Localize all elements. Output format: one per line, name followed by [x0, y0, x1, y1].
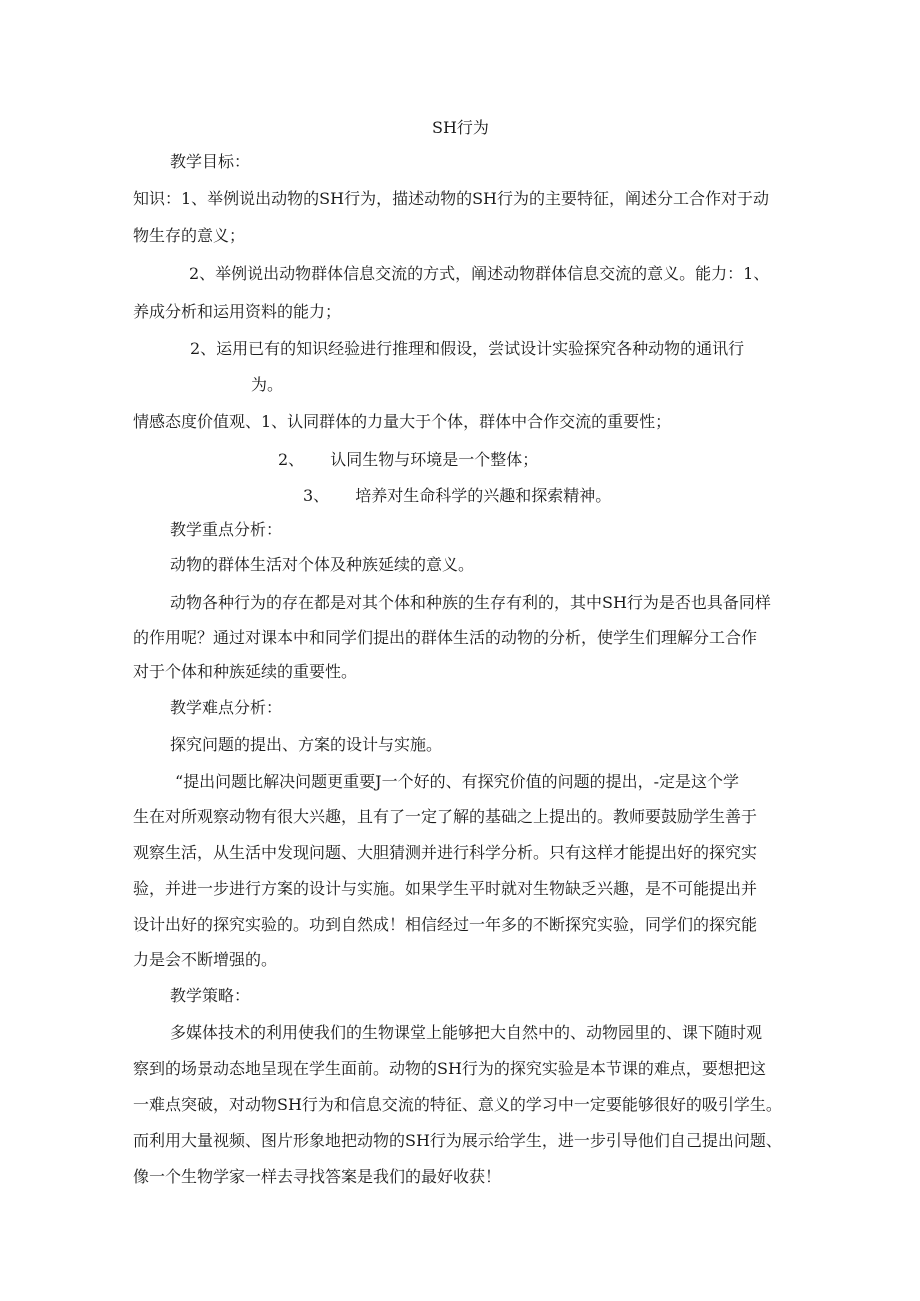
difficulty-line-6: 设计出好的探究实验的。功到自然成！相信经过一年多的不断探究实验，同学们的探究能: [133, 915, 758, 934]
ability-line-1: 2、运用已有的知识经验进行推理和假设，尝试设计实验探究各种动物的通讯行: [190, 339, 745, 358]
emotion-item-3-number: 3、: [303, 486, 330, 505]
difficulty-line-5: 验，并进一步进行方案的设计与实施。如果学生平时就对生物缺乏兴趣，是不可能提出并: [133, 879, 758, 898]
difficulty-line-1: 探究问题的提出、方案的设计与实施。: [170, 735, 443, 754]
difficulty-line-2: “提出问题比解决问题更重要J一个好的、有探究价值的问题的提出，-定是这个学: [175, 772, 740, 791]
heading-teaching-goals: 教学目标：: [170, 152, 251, 171]
key-points-line-4: 对于个体和种族延续的重要性。: [133, 662, 358, 681]
emotion-line-1: 情感态度价值观、1、认同群体的力量大于个体，群体中合作交流的重要性；: [133, 412, 672, 431]
emotion-item-2-number: 2、: [278, 450, 305, 469]
emotion-item-2-text: 认同生物与环境是一个整体；: [330, 450, 539, 469]
heading-strategy: 教学策略：: [170, 986, 251, 1005]
knowledge-line-1: 知识：1、举例说出动物的SH行为，描述动物的SH行为的主要特征，阐述分工合作对于动: [133, 189, 770, 208]
knowledge-line-2: 物生存的意义；: [133, 226, 246, 245]
key-points-line-1: 动物的群体生活对个体及种族延续的意义。: [170, 555, 475, 574]
difficulty-line-7: 力是会不断增强的。: [133, 950, 278, 969]
strategy-line-5: 像一个生物学家一样去寻找答案是我们的最好收获！: [133, 1167, 502, 1186]
emotion-item-3-text: 培养对生命科学的兴趣和探索精神。: [355, 486, 612, 505]
difficulty-line-3: 生在对所观察动物有很大兴趣，且有了一定了解的基础之上提出的。教师要鼓励学生善于: [133, 807, 758, 826]
key-points-line-2: 动物各种行为的存在都是对其个体和种族的生存有利的，其中SH行为是否也具备同样: [170, 593, 771, 612]
emotion-line-2: [278, 450, 538, 470]
key-points-line-3: 的作用呢？通过对课本中和同学们提出的群体生活的动物的分析，使学生们理解分工合作: [133, 628, 758, 647]
knowledge-line-3: 2、举例说出动物群体信息交流的方式，阐述动物群体信息交流的意义。能力：1、: [189, 264, 770, 283]
strategy-line-2: 察到的场景动态地呈现在学生面前。动物的SH行为的探究实验是本节课的难点，要想把这: [133, 1059, 766, 1078]
ability-line-2: 为。: [251, 375, 284, 394]
document-title: SH行为: [432, 118, 489, 137]
strategy-line-3: 一难点突破，对动物SH行为和信息交流的特征、意义的学习中一定要能够很好的吸引学生。: [133, 1095, 782, 1114]
emotion-line-3: [303, 486, 611, 506]
knowledge-line-4: 养成分析和运用资料的能力；: [133, 302, 342, 321]
strategy-line-4: 而利用大量视频、图片形象地把动物的SH行为展示给学生，进一步引导他们自己提出问题、: [133, 1131, 782, 1150]
difficulty-line-4: 观察生活，从生活中发现问题、大胆猜测并进行科学分析。只有这样才能提出好的探究实: [133, 843, 758, 862]
strategy-line-1: 多媒体技术的利用使我们的生物课堂上能够把大自然中的、动物园里的、课下随时观: [170, 1023, 763, 1042]
heading-key-points: 教学重点分析：: [170, 520, 283, 539]
heading-difficulty: 教学难点分析：: [170, 698, 283, 717]
